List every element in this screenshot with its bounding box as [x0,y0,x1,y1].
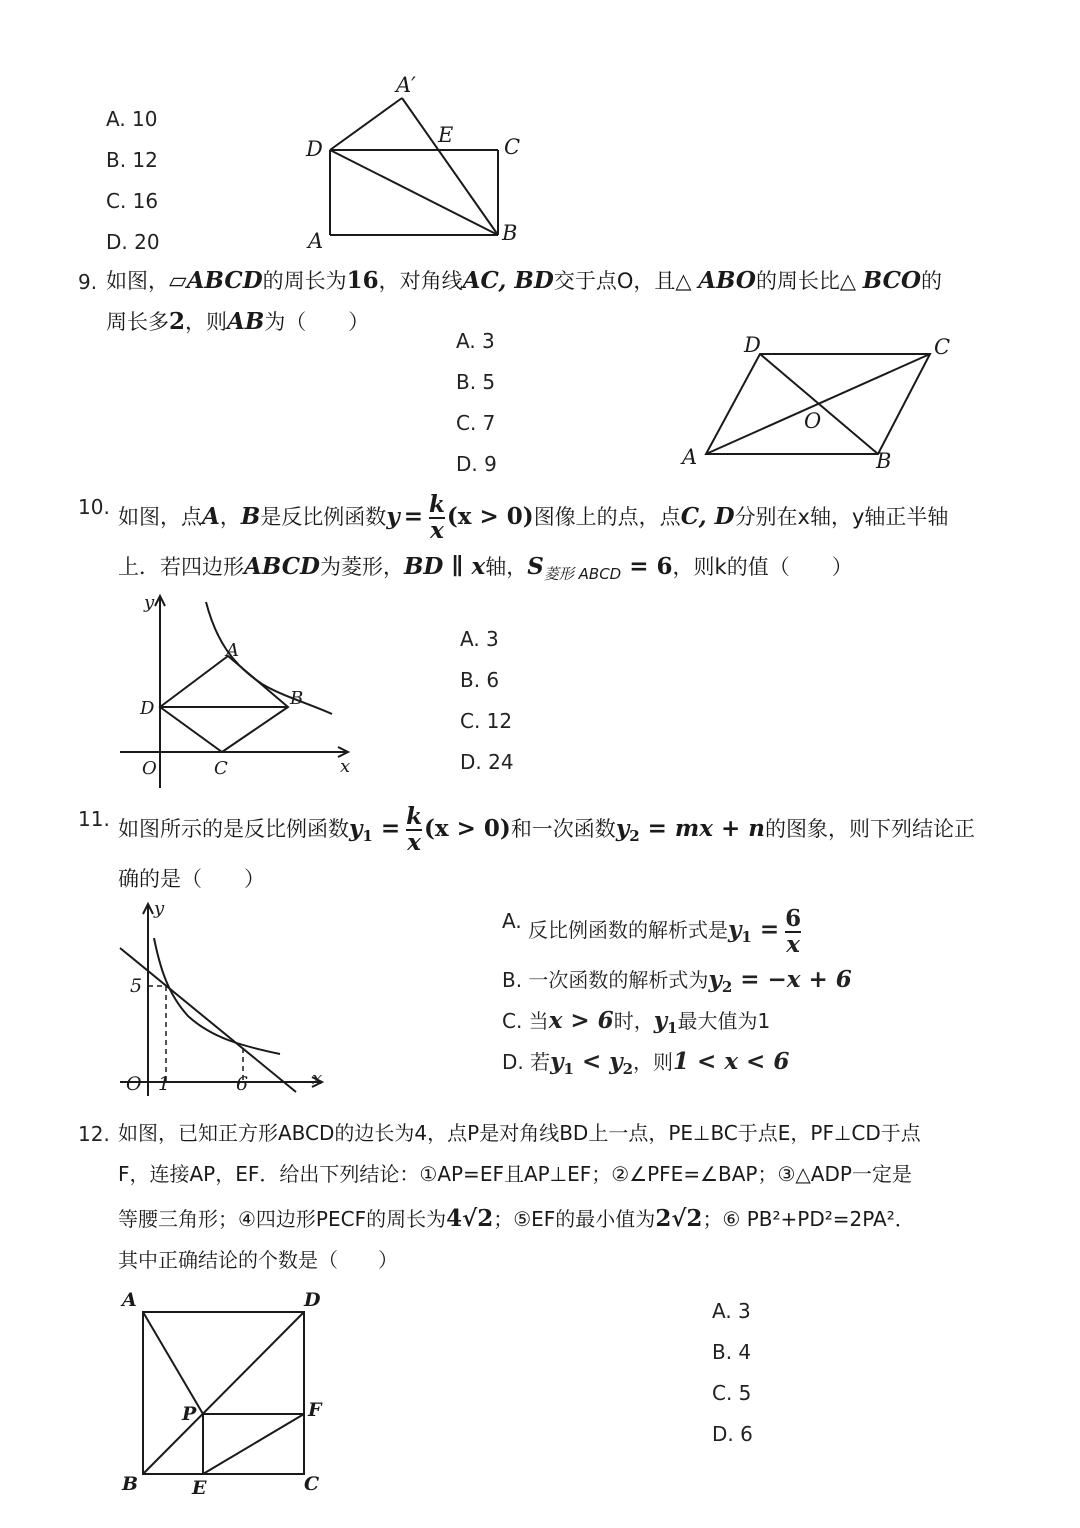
q9-option-d[interactable]: D. 9 [456,452,497,476]
q8-label-a-prime: A′ [396,73,416,97]
q12-label-a: A [122,1289,137,1311]
q12-label-p: P [182,1403,197,1425]
q11-math: = [751,916,780,943]
q11-stem-line2: 确的是（ ） [118,867,265,891]
q11-option-b[interactable] [502,967,852,1000]
q9-label-d: D [744,333,761,357]
q11-math: x > 6 [548,1007,614,1034]
q12-stem-line1: 如图，已知正方形ABCD的边长为4，点P是对角线BD上一点，PE⊥BC于点E，PF⊥CD于点 [118,1121,921,1145]
q11-text: 如图所示的是反比例函数 [118,817,349,841]
q12-stem-line4: 其中正确结论的个数是（ ） [118,1248,398,1272]
q11-math: y [708,966,722,993]
q9-option-b[interactable]: B. 5 [456,370,496,394]
q12-option-c[interactable]: C. 5 [712,1381,752,1405]
q11-number: 11. [78,807,110,831]
q10-math: C, D [680,503,735,530]
q11-fraction [406,805,422,855]
q10-label-b: B [290,688,304,709]
q12-figure [118,1288,338,1498]
q12-label-b: B [122,1473,139,1495]
q10-text: ， [219,505,241,529]
q12-text: ；⑥ PB²+PD²=2PA²． [702,1207,915,1231]
q11-option-c[interactable] [502,1008,770,1041]
q12-stem-line2: F，连接AP，EF．给出下列结论：①AP=EF且AP⊥EF；②∠PFE=∠BAP；③△ADP一定是 [118,1162,912,1186]
q9-number: 9. [78,270,98,294]
q10-math: = 6 [621,553,673,580]
q11-option-a-fraction [785,904,802,958]
q11-option-c-text: 时， [613,1009,654,1033]
q11-math: y [728,916,742,943]
q10-math: S [527,553,544,580]
q10-label-d: D [140,698,155,719]
q11-option-a-label: A. [502,909,522,933]
q10-text: 是反比例函数 [260,505,387,529]
q9-label-c: C [934,335,951,359]
q10-text: ，则k的值（ ） [672,555,853,579]
q9-math: AC, BD [462,267,554,294]
q12-text: 等腰三角形；④四边形PECF的周长为 [118,1207,447,1231]
q11-text: 的图象，则下列结论正 [764,817,975,841]
q11-subscript: 1 [741,928,752,946]
q12-option-d[interactable]: D. 6 [712,1422,753,1446]
q10-label-c: C [214,758,228,779]
q9-text: 的周长比△ [755,269,863,293]
q11-hyperbola [154,938,280,1054]
q11-math: < [573,1048,610,1075]
q11-label-6: 6 [236,1073,249,1095]
q10-option-c[interactable]: C. 12 [460,709,513,733]
q12-label-d: D [304,1289,321,1311]
q9-label-b: B [876,449,892,473]
q10-label-a: A [226,640,239,661]
q9-math: AB [227,308,265,335]
q11-label-x: x [312,1068,323,1089]
q11-option-d-text: D. 若 [502,1050,551,1074]
q9-stem-line2 [106,309,369,335]
q8-label-c: C [504,135,521,159]
q9-text: 为（ ） [264,310,370,334]
q10-text: 分别在x轴，y轴正半轴 [734,505,949,529]
q9-text: 交于点O，且△ [553,269,699,293]
q11-option-d[interactable] [502,1049,789,1082]
q10-fraction [429,493,445,543]
q11-stem-line1 [118,800,975,865]
q12-label-e: E [192,1477,207,1499]
q11-math: y [550,1048,564,1075]
q10-text: 轴， [485,555,528,579]
q11-math: y [615,815,630,842]
q11-math: = [372,815,401,842]
q8-figure [300,70,540,253]
q9-text: ，对角线 [378,269,463,293]
q8-label-d: D [306,137,323,161]
q11-label-y: y [154,898,165,919]
q12-math: 4√2 [446,1205,494,1232]
q9-math: 16 [346,267,379,294]
q11-option-c-text: C. 当 [502,1009,549,1033]
q9-label-o: O [804,409,822,433]
q11-option-a[interactable] [502,900,803,967]
q10-math: (x > 0) [446,503,534,530]
q10-label-o: O [142,758,157,779]
q12-math: 2√2 [655,1205,703,1232]
q8-label-e: E [438,123,454,147]
q10-option-d[interactable]: D. 24 [460,750,514,774]
q11-text: 和一次函数 [510,817,616,841]
q10-option-b[interactable]: B. 6 [460,668,500,692]
q11-label-1: 1 [158,1073,171,1095]
q9-math: ▱ABCD [169,267,263,294]
q10-math: = [403,503,423,530]
q10-number: 10. [78,495,110,519]
q8-option-a[interactable]: A. 10 [106,107,158,131]
q9-math: ABO [698,267,756,294]
q11-math: y [349,815,363,842]
q8-label-a: A [308,229,324,253]
q10-subscript: 菱形 ABCD [543,565,622,583]
q9-text: 周长多 [106,310,169,334]
q11-frac-num: k [406,803,423,830]
q11-math: 1 < x < 6 [673,1048,790,1075]
q11-subscript: 2 [721,978,733,996]
q10-text: 如图，点 [118,505,202,529]
q11-frac-den: x [407,829,421,856]
q11-option-a-text: 反比例函数的解析式是 [528,918,729,942]
q11-subscript: 2 [629,827,640,845]
q11-subscript: 1 [563,1060,574,1078]
q10-math: ABCD [244,553,320,580]
q11-option-d-text: ，则 [633,1050,674,1074]
q9-math: 2 [169,308,186,335]
q9-option-a[interactable]: A. 3 [456,329,495,353]
q9-math: BCO [862,267,921,294]
q12-option-a[interactable]: A. 3 [712,1299,751,1323]
q9-figure [680,330,960,480]
q11-subscript: 2 [622,1060,634,1078]
q12-stem-line3 [118,1206,915,1232]
q9-text: ，则 [185,310,228,334]
q12-label-c: C [304,1473,320,1495]
q10-figure [120,592,360,792]
q10-text: 上．若四边形 [118,555,244,579]
q11-subscript: 1 [667,1019,678,1037]
q11-math: = −x + 6 [732,966,852,993]
q11-figure [112,898,342,1098]
q10-option-a[interactable]: A. 3 [460,627,499,651]
q11-label-5: 5 [130,975,143,997]
q11-option-c-text: 最大值为1 [677,1009,771,1033]
q11-math: y [609,1048,623,1075]
q11-label-o: O [126,1073,142,1095]
q11-frac-num: 6 [785,904,802,932]
q8-option-d[interactable]: D. 20 [106,230,160,254]
q9-stem-line1 [106,268,942,294]
q11-math: = mx + n [639,815,765,842]
q10-math: A [202,503,220,530]
q9-option-c[interactable]: C. 7 [456,411,496,435]
q9-label-a: A [682,445,698,469]
q10-stem-line1 [118,488,948,546]
q10-text: 为菱形， [319,555,404,579]
q10-math: B [240,503,261,530]
q11-frac-den: x [786,930,800,958]
q10-label-y: y [144,592,155,613]
q10-frac-num: k [428,491,445,518]
q10-frac-den: x [430,517,444,544]
q10-math: BD ∥ x [403,553,486,580]
q11-subscript: 1 [362,827,373,845]
q9-text: 如图， [106,269,169,293]
q11-math: y [653,1007,668,1034]
q11-option-b-text: B. 一次函数的解析式为 [502,968,709,992]
q10-label-x: x [340,756,351,777]
q9-text: 的 [920,269,942,293]
q12-label-f: F [308,1399,322,1421]
q12-number: 12. [78,1122,110,1146]
q9-text: 的周长为 [262,269,347,293]
q10-text: 图像上的点，点 [533,505,681,529]
q8-option-c[interactable]: C. 16 [106,189,159,213]
q8-label-b: B [502,221,518,245]
q12-option-b[interactable]: B. 4 [712,1340,752,1364]
q10-stem-line2 [118,554,853,587]
q11-math: (x > 0) [424,815,511,842]
q10-math: y [386,503,400,530]
q12-text: ；⑤EF的最小值为 [493,1207,656,1231]
q8-option-b[interactable]: B. 12 [106,148,158,172]
